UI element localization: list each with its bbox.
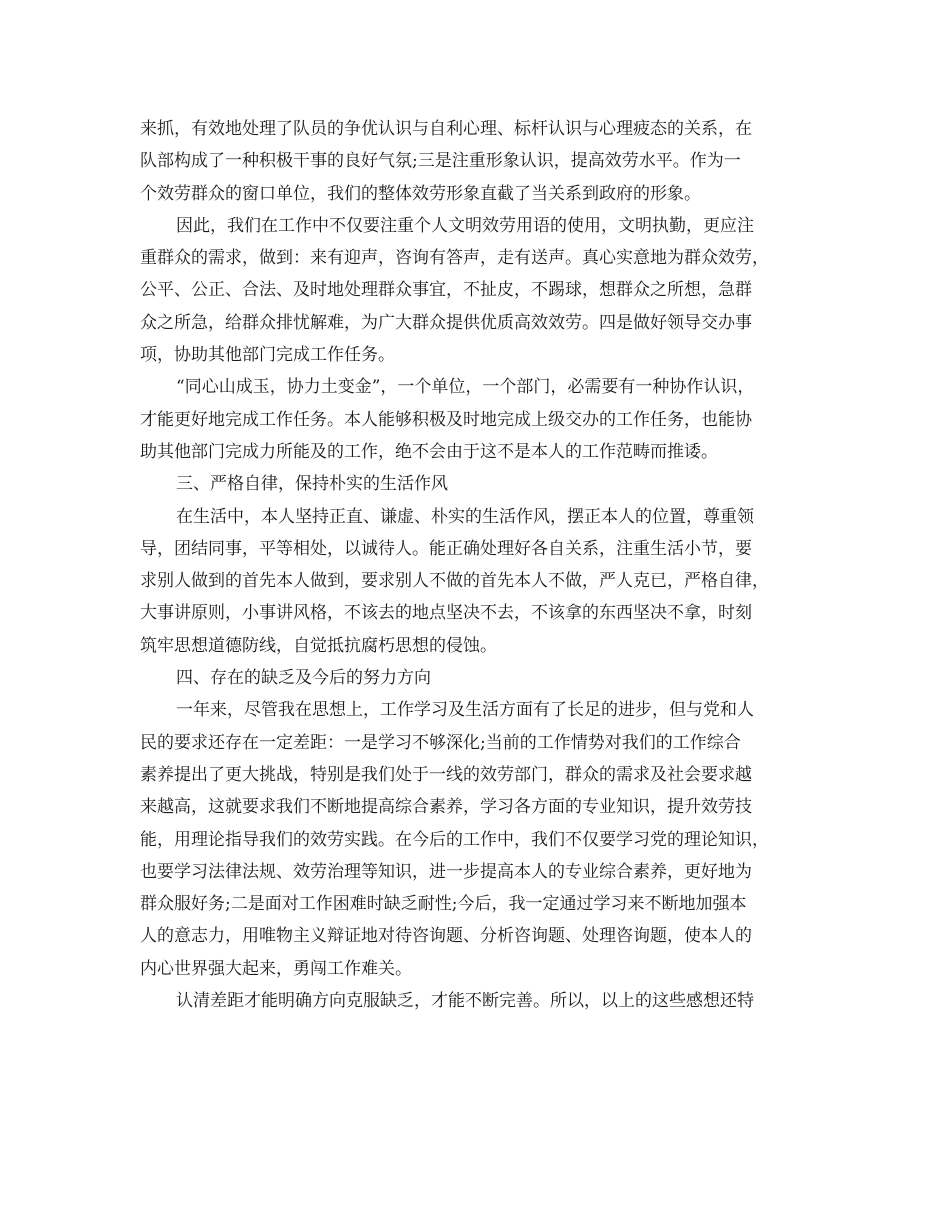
text-line: 能，用理论指导我们的效劳实践。在今后的工作中，我们不仅要学习党的理论知识， [140, 829, 769, 850]
text-line: 大事讲原则，小事讲风格，不该去的地点坚决不去，不该拿的东西坚决不拿，时刻 [140, 603, 752, 624]
text-line: 众之所急，给群众排忧解难，为广大群众提供优质高效效劳。四是做好领导交办事 [140, 312, 752, 333]
text-line: 群众服好务;二是面对工作困难时缺乏耐性;今后，我一定通过学习来不断地加强本 [140, 894, 747, 915]
text-line: 内心世界强大起来，勇闯工作难关。 [140, 958, 412, 979]
text-line: 才能更好地完成工作任务。本人能够积极及时地完成上级交办的工作任务，也能协 [140, 409, 752, 430]
text-line: 人的意志力，用唯物主义辩证地对待咨询题、分析咨询题、处理咨询题，使本人的 [140, 926, 752, 947]
text-line: 项，协助其他部门完成工作任务。 [140, 345, 395, 366]
text-line: 来越高，这就要求我们不断地提高综合素养，学习各方面的专业知识，提升效劳技 [140, 797, 752, 818]
text-line: 民的要求还存在一定差距：一是学习不够深化;当前的工作情势对我们的工作综合 [140, 732, 741, 753]
text-line: 素养提出了更大挑战，特别是我们处于一线的效劳部门，群众的需求及社会要求越 [140, 764, 752, 785]
text-line: 重群众的需求，做到：来有迎声，咨询有答声，走有送声。真心实意地为群众效劳， [140, 248, 769, 269]
text-line: 在生活中，本人坚持正直、谦虚、朴实的生活作风，摆正本人的位置，尊重领 [176, 506, 754, 527]
text-line: 筑牢思想道德防线，自觉抵抗腐朽思想的侵蚀。 [140, 635, 497, 656]
text-line: 导，团结同事，平等相处，以诚待人。能正确处理好各自关系，注重生活小节，要 [140, 538, 752, 559]
text-line: 公平、公正、合法、及时地处理群众事宜，不扯皮，不踢球，想群众之所想，急群 [140, 280, 752, 301]
text-line: 四、存在的缺乏及今后的努力方向 [176, 668, 431, 689]
text-line: 因此，我们在工作中不仅要注重个人文明效劳用语的使用，文明执勤，更应注 [176, 215, 754, 236]
text-line: 个效劳群众的窗口单位，我们的整体效劳形象直截了当关系到政府的形象。 [140, 183, 701, 204]
document-body [140, 113, 820, 1017]
text-line: 也要学习法律法规、效劳治理等知识，进一步提高本人的专业综合素养，更好地为 [140, 861, 752, 882]
text-line: 求别人做到的首先本人做到，要求别人不做的首先本人不做，严人克已，严格自律， [140, 571, 769, 592]
text-line: 来抓，有效地处理了队员的争优认识与自利心理、标杆认识与心理疲态的关系，在 [140, 119, 752, 139]
text-line: 队部构成了一种积极干事的良好气氛;三是注重形象认识，提高效劳水平。作为一 [140, 151, 741, 172]
text-line: 助其他部门完成力所能及的工作，绝不会由于这不是本人的工作范畴而推诿。 [140, 441, 718, 462]
text-line: 认清差距才能明确方向克服缺乏，才能不断完善。所以，以上的这些感想还特 [176, 991, 754, 1012]
text-line: 三、严格自律，保持朴实的生活作风 [176, 474, 448, 495]
text-line: 一年来，尽管我在思想上，工作学习及生活方面有了长足的进步，但与党和人 [176, 700, 754, 721]
text-line: “同心山成玉，协力土变金”，一个单位，一个部门，必需要有一种协作认识， [176, 377, 755, 398]
